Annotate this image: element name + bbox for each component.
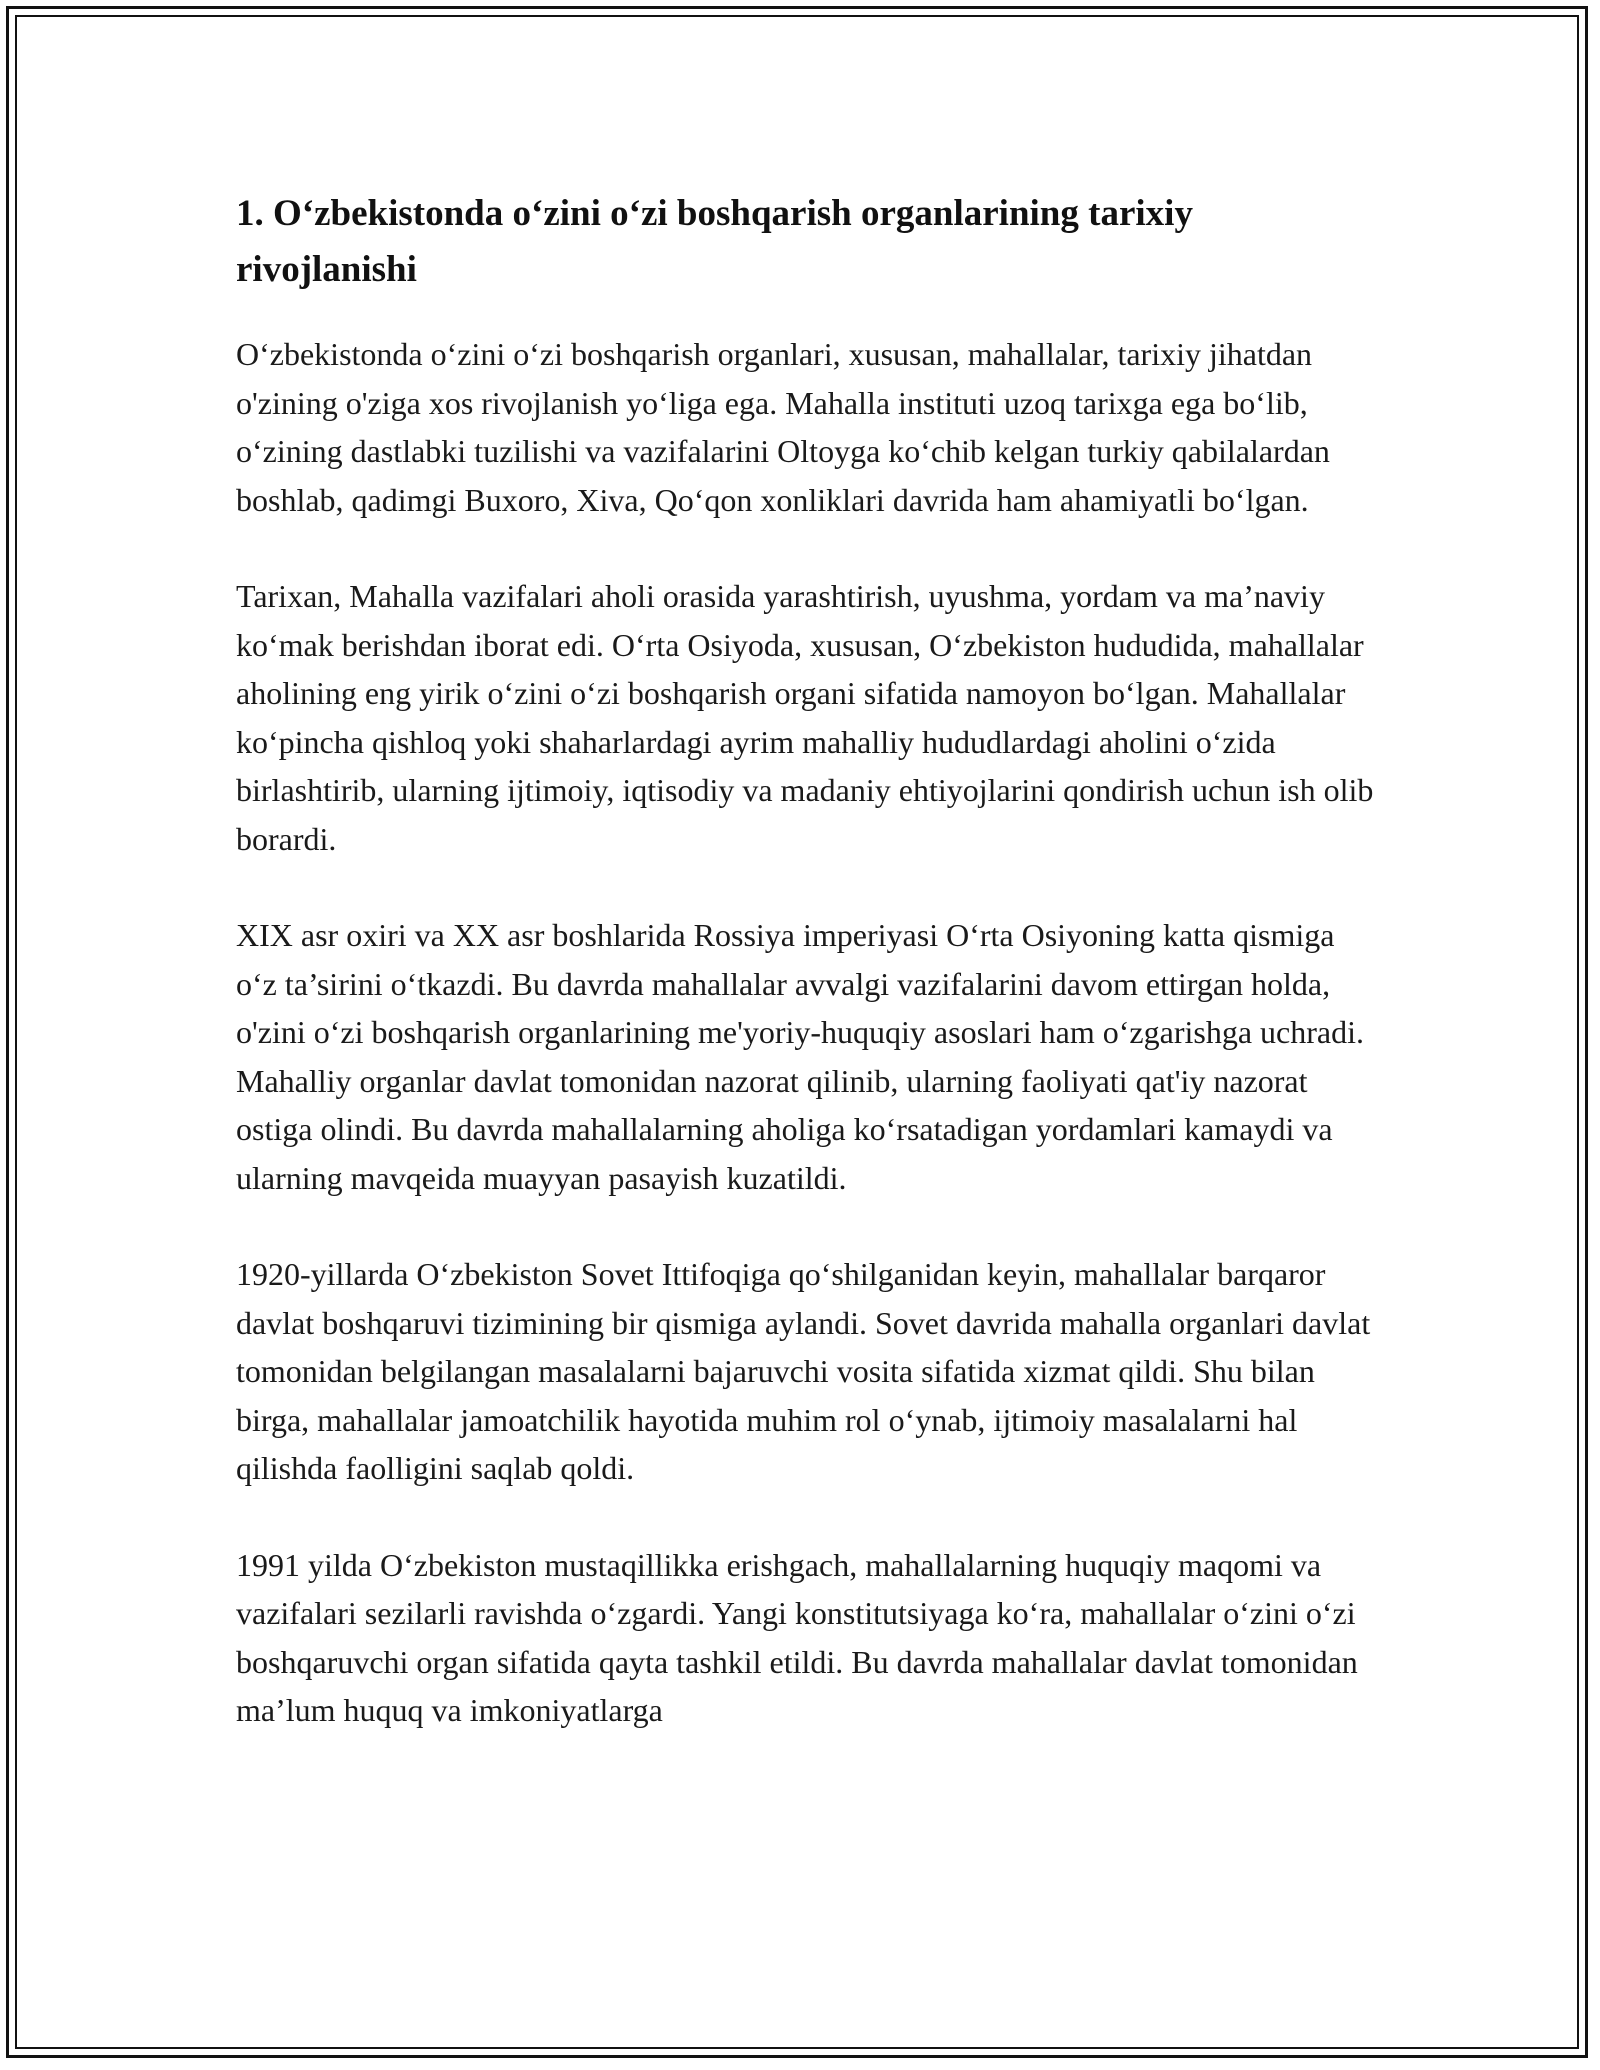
document-body xyxy=(236,186,1376,1783)
paragraph-historical-functions: Tarixan, Mahalla vazifalari aholi orasida yarashtirish, uyushma, yordam va ma’naviy ko‘mak berishdan iborat edi. O‘rta Osiyoda, xususan, O‘zbekiston hududida, mahallalar aholining eng yirik o‘zini o‘zi boshqarish organi sifatida namoyon bo‘lgan. Mahallalar ko‘pincha qishloq yoki shaharlardagi ayrim mahalliy hududlardagi aholini o‘zida birlashtirib, ularning ijtimoiy, iqtisodiy va madaniy ehtiyojlarini qondirish uchun ish olib borardi. xyxy=(236,578,1374,857)
paragraph-origins: O‘zbekistonda o‘zini o‘zi boshqarish organlari, xususan, mahallalar, tarixiy jihatdan o'zining o'ziga xos rivojlanish yo‘liga ega. Mahalla instituti uzoq tarixga ega bo‘lib, o‘zining dastlabki tuzilishi va vazifalarini Oltoyga ko‘chib kelgan turkiy qabilalardan boshlab, qadimgi Buxoro, Xiva, Qo‘qon xonliklari davrida ham ahamiyatli bo‘lgan. xyxy=(236,336,1330,518)
paragraph-soviet-era: 1920-yillarda O‘zbekiston Sovet Ittifoqiga qo‘shilganidan keyin, mahallalar barqaror davlat boshqaruvi tizimining bir qismiga aylandi. Sovet davrida mahalla organlari davlat tomonidan belgilangan masalalarni bajaruvchi vosita sifatida xizmat qildi. Shu bilan birga, mahallalar jamoatchilik hayotida muhim rol o‘ynab, ijtimoiy masalalarni hal qilishda faolligini saqlab qoldi. xyxy=(236,1256,1371,1486)
paragraph-russian-empire-era: XIX asr oxiri va XX asr boshlarida Rossiya imperiyasi O‘rta Osiyoning katta qismiga o‘z ta’sirini o‘tkazdi. Bu davrda mahallalar avvalgi vazifalarini davom ettirgan holda, o'zini o‘zi boshqarish organlarining me'yoriy-huquqiy asoslari ham o‘zgarishga uchradi. Mahalliy organlar davlat tomonidan nazorat qilinib, ularning faoliyati qat'iy nazorat ostiga olindi. Bu davrda mahallalarning aholiga ko‘rsatadigan yordamlari kamaydi va ularning mavqeida muayyan pasayish kuzatildi. xyxy=(236,917,1364,1196)
paragraph-independence-era: 1991 yilda O‘zbekiston mustaqillikka erishgach, mahallalarning huquqiy maqomi va vazifalari sezilarli ravishda o‘zgardi. Yangi konstitutsiyaga ko‘ra, mahallalar o‘zini o‘zi boshqaruvchi organ sifatida qayta tashkil etildi. Bu davrda mahallalar davlat tomonidan ma’lum huquq va imkoniyatlarga xyxy=(236,1546,1358,1728)
section-heading: 1. O‘zbekistonda o‘zini o‘zi boshqarish organlarining tarixiy rivojlanishi xyxy=(236,193,1193,290)
